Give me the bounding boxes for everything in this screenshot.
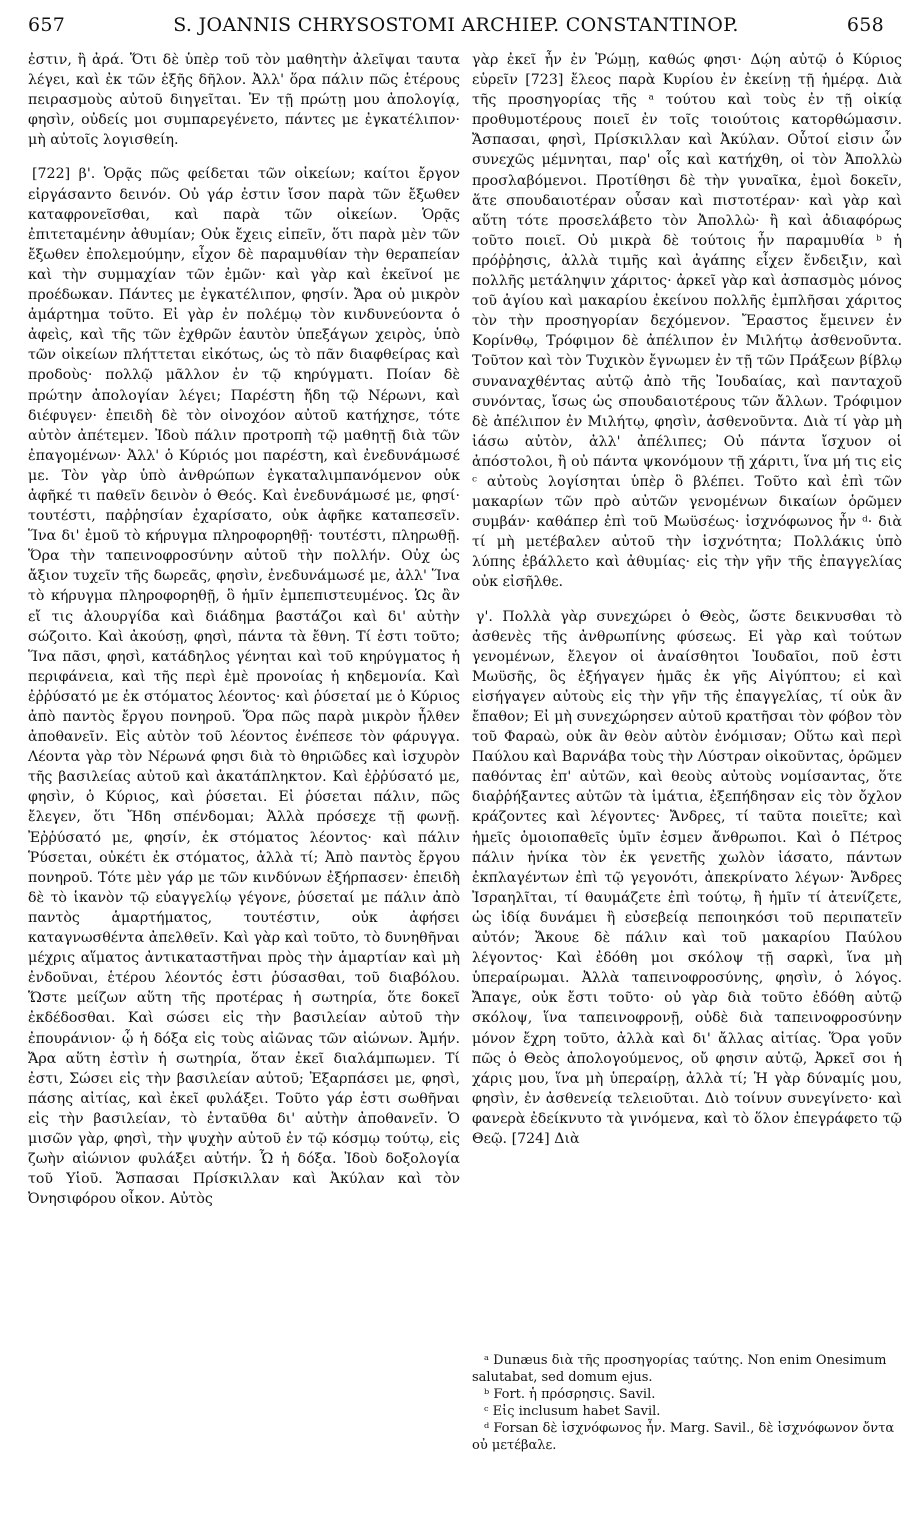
footnote: ᵃ Dunæus διὰ τῆς προσηγορίας ταύτης. Non enim Onesimum salutabat, sed domum ejus. [472, 1353, 887, 1385]
paragraph: γὰρ ἐκεῖ ἦν ἐν Ῥώμῃ, καθώς φησι· Δῴη αὐτῷ ὁ Κύριος εὑρεῖν [723] ἔλεος παρὰ Κυρίου ἐν ἐκείνῃ τῇ ἡμέρᾳ. Διὰ τῆς προσηγορίας τῆς ᵃ τούτου καὶ τοὺς ἐν τῇ οἰκίᾳ προθυμοτέρους ποιεῖ ἐν τοῖς τοιούτοις κατορθώμασιν. Ἄσπασαι, φησὶ, Πρίσκιλλαν καὶ Ἀκύλαν. Οὗτοί εἰσιν ὧν συνεχῶς μέμνηται, παρ' οἷς καὶ κατήχθη, οἱ τὸν Ἀπολλὼ προσλαβόμενοι. Προτίθησι δὲ τὴν γυναῖκα, ἐμοὶ δοκεῖν, ἅτε σπουδαιοτέραν οὖσαν καὶ πιστοτέραν· καὶ γὰρ καὶ αὕτη τότε προσελάβετο τὸν Ἀπολλὼ· ἢ καὶ ἀδιαφόρως τοῦτο ποιεῖ. Οὐ μικρὰ δὲ τούτοις ἦν παραμυθία ᵇ ἡ πρόῤῥησις, ἀλλὰ τιμῆς καὶ ἀγάπης εἶχεν ἔνδειξιν, καὶ πολλῆς μετάληψιν χάριτος· ἀρκεῖ γὰρ καὶ ἀσπασμὸς μόνος τοῦ ἁγίου καὶ μακαρίου ἐκείνου πολλῆς ἐμπλῆσαι χάριτος τὸν τὴν προσηγορίαν δεχόμενον. Ἔραστος ἔμεινεν ἐν Κορίνθῳ, Τρόφιμον δὲ ἀπέλιπον ἐν Μιλήτῳ ἀσθενοῦντα. Τοῦτον καὶ τὸν Τυχικὸν ἔγνωμεν ἐν τῇ τῶν Πράξεων βίβλῳ συναναχθέντας αὐτῷ ἀπὸ τῆς Ἰουδαίας, καὶ πανταχοῦ συνόντας, ἴσως ὡς σπουδαιοτέρους τῶν ἄλλων. Τρόφιμον δὲ ἀπέλιπον ἐν Μιλήτῳ, φησὶν, ἀσθενοῦντα. Διὰ τί γὰρ μὴ ἰάσω αὐτὸν, ἀλλ' ἀπέλιπες; Οὐ πάντα ἴσχυον οἱ ἀπόστολοι, ἢ οὐ πάντα ψκονόμουν τῇ χάριτι, ἵνα μή τις εἰς ᶜ αὐτοὺς λογίσηται ὑπὲρ ὃ βλέπει. Τοῦτο καὶ ἐπὶ τῶν μακαρίων τῶν πρὸ αὐτῶν γενομένων δικαίων ὁρῶμεν συμβάν· καθάπερ ἐπὶ τοῦ Μωϋσέως· ἰσχνόφωνος ἦν ᵈ· διὰ τί μὴ μετέβαλεν αὐτοῦ τὴν ἰσχνότητα; Πολλάκις ὑπὸ λύπης ἐβάλλετο καὶ ἀθυμίας· εἰς τὴν γῆν τῆς ἐπαγγελίας οὐκ εἰσῆλθε. [472, 52, 902, 591]
left-column [28, 50, 460, 1215]
footnote: ᶜ Εἰς inclusum habet Savil. [484, 1404, 661, 1419]
running-header [28, 14, 884, 48]
paragraph: γ'. Πολλὰ γὰρ συνεχώρει ὁ Θεὸς, ὥστε δεικνυσθαι τὸ ἀσθενὲς τῆς ἀνθρωπίνης φύσεως. Εἰ γὰρ καὶ τούτων γενομένων, ἔλεγον οἱ ἀναίσθητοι Ἰουδαῖοι, ποῦ ἐστι Μωϋσῆς, ὃς ἐξήγαγεν ἡμᾶς ἐκ γῆς Αἰγύπτου; εἰ καὶ εἰσήγαγεν αὐτοὺς εἰς τὴν γῆν τῆς ἐπαγγελίας, τί οὐκ ἂν ἔπαθον; Εἰ μὴ συνεχώρησεν αὐτοῦ κρατῆσαι τὸν φόβον τὸν τοῦ Φαραὼ, οὐκ ἂν θεὸν αὐτὸν ἐνόμισαν; Οὕτω καὶ περὶ Παύλου καὶ Βαρνάβα τοὺς τὴν Λύστραν οἰκοῦντας, ὁρῶμεν παθόντας ἐπ' αὐτῶν, καὶ θεοὺς αὐτοὺς νομίσαντας, ὅτε διαῤῥήξαντες αὐτῶν τὰ ἱμάτια, ἐξεπήδησαν εἰς τὸν ὄχλον κράζοντες καὶ λέγοντες· Ἄνδρες, τί ταῦτα ποιεῖτε; καὶ ἡμεῖς ὁμοιοπαθεῖς ὑμῖν ἐσμεν ἄνθρωποι. Καὶ ὁ Πέτρος πάλιν ἡνίκα τὸν ἐκ γενετῆς χωλὸν ἰάσατο, πάντων ἐκπλαγέντων ἐπὶ τῷ γεγονότι, ἀπεκρίνατο λέγων· Ἄνδρες Ἰσραηλῖται, τί θαυμάζετε ἐπὶ τούτῳ, ἢ ἡμῖν τί ἀτενίζετε, ὡς ἰδίᾳ δυνάμει ἢ εὐσεβείᾳ πεποιηκόσι τοῦ περιπατεῖν αὐτόν; Ἄκουε δὲ πάλιν καὶ τοῦ μακαρίου Παύλου λέγοντος· Καὶ ἐδόθη μοι σκόλοψ τῇ σαρκὶ, ἵνα μὴ ὑπεραίρωμαι. Ἀλλὰ ταπεινοφροσύνης, φησὶν, ὁ λόγος. Ἄπαγε, οὐκ ἔστι τοῦτο· οὐ γὰρ διὰ τοῦτο ἐδόθη αὐτῷ σκόλοψ, ἵνα ταπεινοφρονῇ, οὐδὲ διὰ ταπεινοφροσύνην μόνον ἔχρη τοῦτο, ἀλλὰ καὶ δι' ἄλλας αἰτίας. Ὅρα γοῦν πῶς ὁ Θεὸς ἀπολογούμενος, οὔ φησιν αὐτῷ, Ἀρκεῖ σοι ἡ χάρις μου, ἵνα μὴ ὑπεραίρῃ, ἀλλὰ τί; Ἡ γὰρ δύναμίς μου, φησὶν, ἐν ἀσθενείᾳ τελειοῦται. Διὸ τοίνυν συνεγίνετο· καὶ φανερὰ ἐδείκνυτο τὰ γινόμενα, καὶ τὸ ὅλον ἐπεγράφετο τῷ Θεῷ. [724] Διὰ [472, 608, 902, 1147]
footnotes [472, 1352, 902, 1454]
footnote: ᵇ Fort. ἡ πρόσρησις. Savil. [484, 1387, 656, 1402]
page-number-left: 657 [28, 14, 66, 36]
footnote: ᵈ Forsan δὲ ἰσχνόφωνος ἦν. Marg. Savil., δὲ ἰσχνόφωνον ὄντα οὐ μετέβαλε. [472, 1421, 895, 1453]
paragraph: ἐστιν, ἢ ἀρά. Ὅτι δὲ ὑπὲρ τοῦ τὸν μαθητὴν ἀλεῖψαι ταυτα λέγει, καὶ ἐκ τῶν ἑξῆς δῆλον. Ἀλλ' ὅρα πάλιν πῶς ἑτέρους πειρασμοὺς αὐτοῦ διηγεῖται. Ἐν τῇ πρώτῃ μου ἀπολογίᾳ, φησὶν, οὐδείς μοι συμπαρεγένετο, πάντες με ἐγκατέλιπον· μὴ αὐτοῖς λογισθείη. [28, 52, 460, 149]
paragraph: [722] β'. Ὁρᾷς πῶς φείδεται τῶν οἰκείων; καίτοι ἔργον εἰργάσαντο δεινόν. Οὐ γάρ ἐστιν ἴσον παρὰ τῶν ἔξωθεν καταφρονεῖσθαι, καὶ παρὰ τῶν οἰκείων. Ὁρᾷς ἐπιτεταμένην ἀθυμίαν; Οὐκ ἔχεις εἰπεῖν, ὅτι παρὰ μὲν τῶν ἔξωθεν ἐπολεμούμην, εἶχον δὲ παραμυθίαν τὴν θεραπείαν καὶ τὴν συμμαχίαν τῶν ἐμῶν· καὶ γὰρ καὶ ἐκεῖνοί με προέδωκαν. Πάντες με ἐγκατέλιπον, φησίν. Ἄρα οὐ μικρὸν ἁμάρτημα τοῦτο. Εἰ γὰρ ἐν πολέμῳ τὸν κινδυνεύοντα ὁ ἀφεὶς, καὶ τῆς τῶν ἐχθρῶν ἑαυτὸν ὑπεξάγων χειρὸς, ὑπὸ τῶν οἰκείων πλήττεται εἰκότως, ὡς τὸ πᾶν διαφθείρας καὶ προδοὺς· πολλῷ μᾶλλον ἐν τῷ κηρύγματι. Ποίαν δὲ πρώτην ἀπολογίαν λέγει; Παρέστη ἤδη τῷ Νέρωνι, καὶ διέφυγεν· ἐπειδὴ δὲ τὸν οἰνοχόον αὐτοῦ κατήχησε, τότε αὐτὸν ἀπέτεμεν. Ἰδοὺ πάλιν προτροπὴ τῷ μαθητῇ διὰ τῶν ἐπαγομένων· Ἀλλ' ὁ Κύριός μοι παρέστη, καὶ ἐνεδυνάμωσέ με. Τὸν γὰρ ὑπὸ ἀνθρώπων ἐγκαταλιμπανόμενον οὐκ ἀφῆκέ τι παθεῖν δεινὸν ὁ Θεός. Καὶ ἐνεδυνάμωσέ με, φησί· τουτέστι, παῤῥησίαν ἐχαρίσατο, οὐκ ἀφῆκε καταπεσεῖν. Ἵνα δι' ἐμοῦ τὸ κήρυγμα πληροφορηθῇ· τουτέστι, πληρωθῇ. Ὅρα τὴν ταπεινοφροσύνην αὐτοῦ τὴν πολλήν. Οὐχ ὡς ἄξιον τυχεῖν τῆς δωρεᾶς, φησὶν, ἐνεδυνάμωσέ με, ἀλλ' Ἵνα τὸ κήρυγμα πληροφορηθῇ, ὃ ἡμῖν ἐμπεπιστευμένος. Ὡς ἂν εἴ τις ἀλουργίδα καὶ διάδημα βαστάζοι καὶ δι' αὐτὴν σώζοιτο. Καὶ ἀκούσῃ, φησὶ, πάντα τὰ ἔθνη. Τί ἐστι τοῦτο; Ἵνα πᾶσι, φησὶ, κατάδηλος γένηται καὶ τοῦ κηρύγματος ἡ περιφάνεια, καὶ τῆς περὶ ἐμὲ προνοίας ἡ κηδεμονία. Καὶ ἐῤῥύσατό με ἐκ στόματος λέοντος· καὶ ῥύσεταί με ὁ Κύριος ἀπὸ παντὸς ἔργου πονηροῦ. Ὅρα πῶς παρὰ μικρὸν ἦλθεν ἀποθανεῖν. Εἰς αὐτὸν τοῦ λέοντος ἐνέπεσε τὸν φάρυγγα. Λέοντα γὰρ τὸν Νέρωνά φησι διὰ τὸ θηριῶδες καὶ ἰσχυρὸν τῆς βασιλείας αὐτοῦ καὶ ἀκατάπληκτον. Καὶ ἐῤῥύσατό με, φησὶν, ὁ Κύριος, καὶ ῥύσεται. Εἰ ῥύσεται πάλιν, πῶς ἔλεγεν, ὅτι Ἤδη σπένδομαι; Ἀλλὰ πρόσεχε τῇ φωνῇ. Ἐῤῥύσατό με, φησίν, ἐκ στόματος λέοντος· καὶ πάλιν Ῥύσεται, οὐκέτι ἐκ στόματος, ἀλλὰ τί; Ἀπὸ παντὸς ἔργου πονηροῦ. Τότε μὲν γάρ με τῶν κινδύνων ἐξήρπασεν· ἐπειδὴ δὲ τὸ ἱκανὸν τῷ εὐαγγελίῳ γέγονε, ῥύσεταί με πάλιν ἀπὸ παντὸς ἁμαρτήματος, τουτέστιν, οὐκ ἀφήσει καταγνωσθέντα ἀπελθεῖν. Καὶ γὰρ καὶ τοῦτο, τὸ δυνηθῆναι μέχρις αἵματος ἀντικαταστῆναι πρὸς τὴν ἁμαρτίαν καὶ μὴ ἐνδοῦναι, ἑτέρου λέοντός ἐστι ῥύσασθαι, τοῦ διαβόλου. Ὥστε μείζων αὕτη τῆς προτέρας ἡ σωτηρία, ὅτε δοκεῖ ἐκδέδοσθαι. Καὶ σώσει εἰς τὴν βασιλείαν αὐτοῦ τὴν ἐπουράνιον· ᾧ ἡ δόξα εἰς τοὺς αἰῶνας τῶν αἰώνων. Ἀμήν. Ἄρα αὕτη ἐστὶν ἡ σωτηρία, ὅταν ἐκεῖ διαλάμπωμεν. Τί ἐστι, Σώσει εἰς τὴν βασιλείαν αὐτοῦ; Ἐξαρπάσει με, φησὶ, πάσης αἰτίας, καὶ ἐκεῖ φυλάξει. Τοῦτο γάρ ἐστι σωθῆναι εἰς τὴν βασιλείαν, τὸ ἐνταῦθα δι' αὐτὴν ἀποθανεῖν. Ὁ μισῶν γὰρ, φησὶ, τὴν ψυχὴν αὐτοῦ ἐν τῷ κόσμῳ τούτῳ, εἰς ζωὴν αἰώνιον φυλάξει αὐτήν. Ὧ ἡ δόξα. Ἰδοὺ δοξολογία τοῦ Υἱοῦ. Ἄσπασαι Πρίσκιλλαν καὶ Ἀκύλαν καὶ τὸν Ὀνησιφόρου οἶκον. Αὐτὸς [28, 166, 460, 1208]
page-number-right: 658 [846, 14, 884, 36]
right-column [472, 50, 902, 1155]
running-title: S. JOANNIS CHRYSOSTOMI ARCHIEP. CONSTANTINOP. [173, 14, 739, 36]
